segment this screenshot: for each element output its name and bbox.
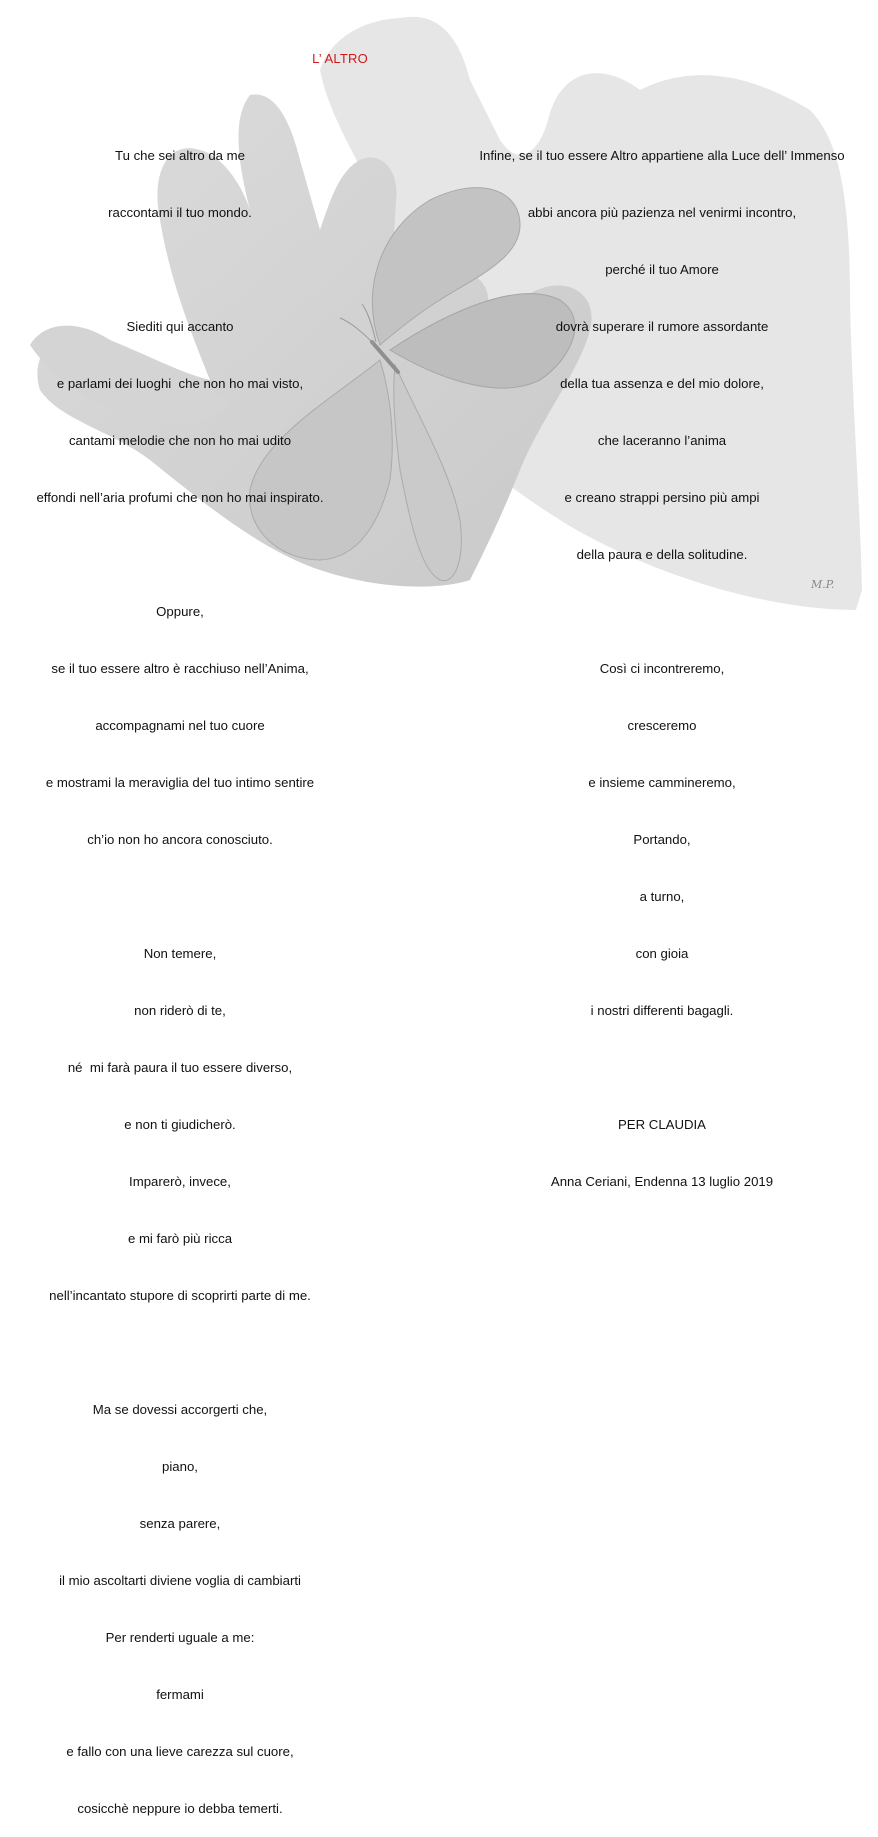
poem-line: né mi farà paura il tuo essere diverso,	[67, 1060, 293, 1075]
poem-right-column	[460, 108, 864, 1210]
poem-title: L’ ALTRO	[312, 51, 368, 66]
poem-line: fermami	[156, 1687, 204, 1702]
poem-line: Per renderti uguale a me:	[105, 1630, 255, 1645]
poem-line: Imparerò, invece,	[129, 1174, 231, 1189]
poem-line: e parlami dei luoghi che non ho mai visto,	[56, 376, 304, 391]
poem-line: dovrà superare il rumore assordante	[555, 319, 769, 334]
poem-line: il mio ascoltarti diviene voglia di cambiarti	[59, 1573, 301, 1588]
poem-line: e insieme cammineremo,	[588, 775, 736, 790]
poem-line	[460, 1058, 864, 1077]
poem-line: non riderò di te,	[134, 1003, 226, 1018]
poem-line: nell’incantato stupore di scoprirti parte di me.	[49, 1288, 311, 1303]
poem-line: Infine, se il tuo essere Altro appartiene alla Luce dell’ Immenso	[479, 148, 845, 163]
poem-line: della tua assenza e del mio dolore,	[560, 376, 764, 391]
poem-line: che laceranno l’anima	[597, 433, 727, 448]
poem-line: accompagnami nel tuo cuore	[95, 718, 265, 733]
poem-line: e fallo con una lieve carezza sul cuore,	[66, 1744, 294, 1759]
poem-line: Ma se dovessi accorgerti che,	[92, 1402, 268, 1417]
poem-line: se il tuo essere altro è racchiuso nell’Anima,	[51, 661, 309, 676]
poem-line	[20, 545, 340, 564]
poem-line: piano,	[162, 1459, 198, 1474]
poem-line: cresceremo	[627, 718, 697, 733]
poem-line: perché il tuo Amore	[605, 262, 719, 277]
poem-line: e creano strappi persino più ampi	[564, 490, 760, 505]
poem-line: senza parere,	[139, 1516, 221, 1531]
poem-author-date: Anna Ceriani, Endenna 13 luglio 2019	[550, 1174, 774, 1189]
poem-line: e non ti giudicherò.	[124, 1117, 236, 1132]
poem-line: con gioia	[635, 946, 689, 961]
poem-line: e mostrami la meraviglia del tuo intimo sentire	[45, 775, 315, 790]
poem-left-column	[20, 108, 340, 1837]
poem-line	[20, 260, 340, 279]
poem-line: effondi nell’aria profumi che non ho mai inspirato.	[36, 490, 324, 505]
poem-line	[20, 1343, 340, 1362]
poem-line: Portando,	[633, 832, 691, 847]
artist-signature: M.P.	[811, 578, 835, 591]
poem-line: cosicchè neppure io debba temerti.	[77, 1801, 283, 1816]
poem-line: i nostri differenti bagagli.	[590, 1003, 734, 1018]
poem-line: Tu che sei altro da me	[115, 148, 245, 163]
poem-line: raccontami il tuo mondo.	[108, 205, 252, 220]
poem-line: abbi ancora più pazienza nel venirmi incontro,	[527, 205, 797, 220]
poem-line: a turno,	[639, 889, 685, 904]
poem-line: Siediti qui accanto	[126, 319, 234, 334]
poem-line: e mi farò più ricca	[127, 1231, 233, 1246]
poem-line: cantami melodie che non ho mai udito	[68, 433, 292, 448]
poem-line: ch’io non ho ancora conosciuto.	[87, 832, 273, 847]
poem-line: Non temere,	[143, 946, 217, 961]
poem-dedication: PER CLAUDIA	[618, 1117, 706, 1132]
poem-line: Così ci incontreremo,	[599, 661, 725, 676]
poem-line	[20, 887, 340, 906]
poem-line: della paura e della solitudine.	[576, 547, 748, 562]
poem-line	[460, 602, 864, 621]
poem-line: Oppure,	[156, 604, 204, 619]
